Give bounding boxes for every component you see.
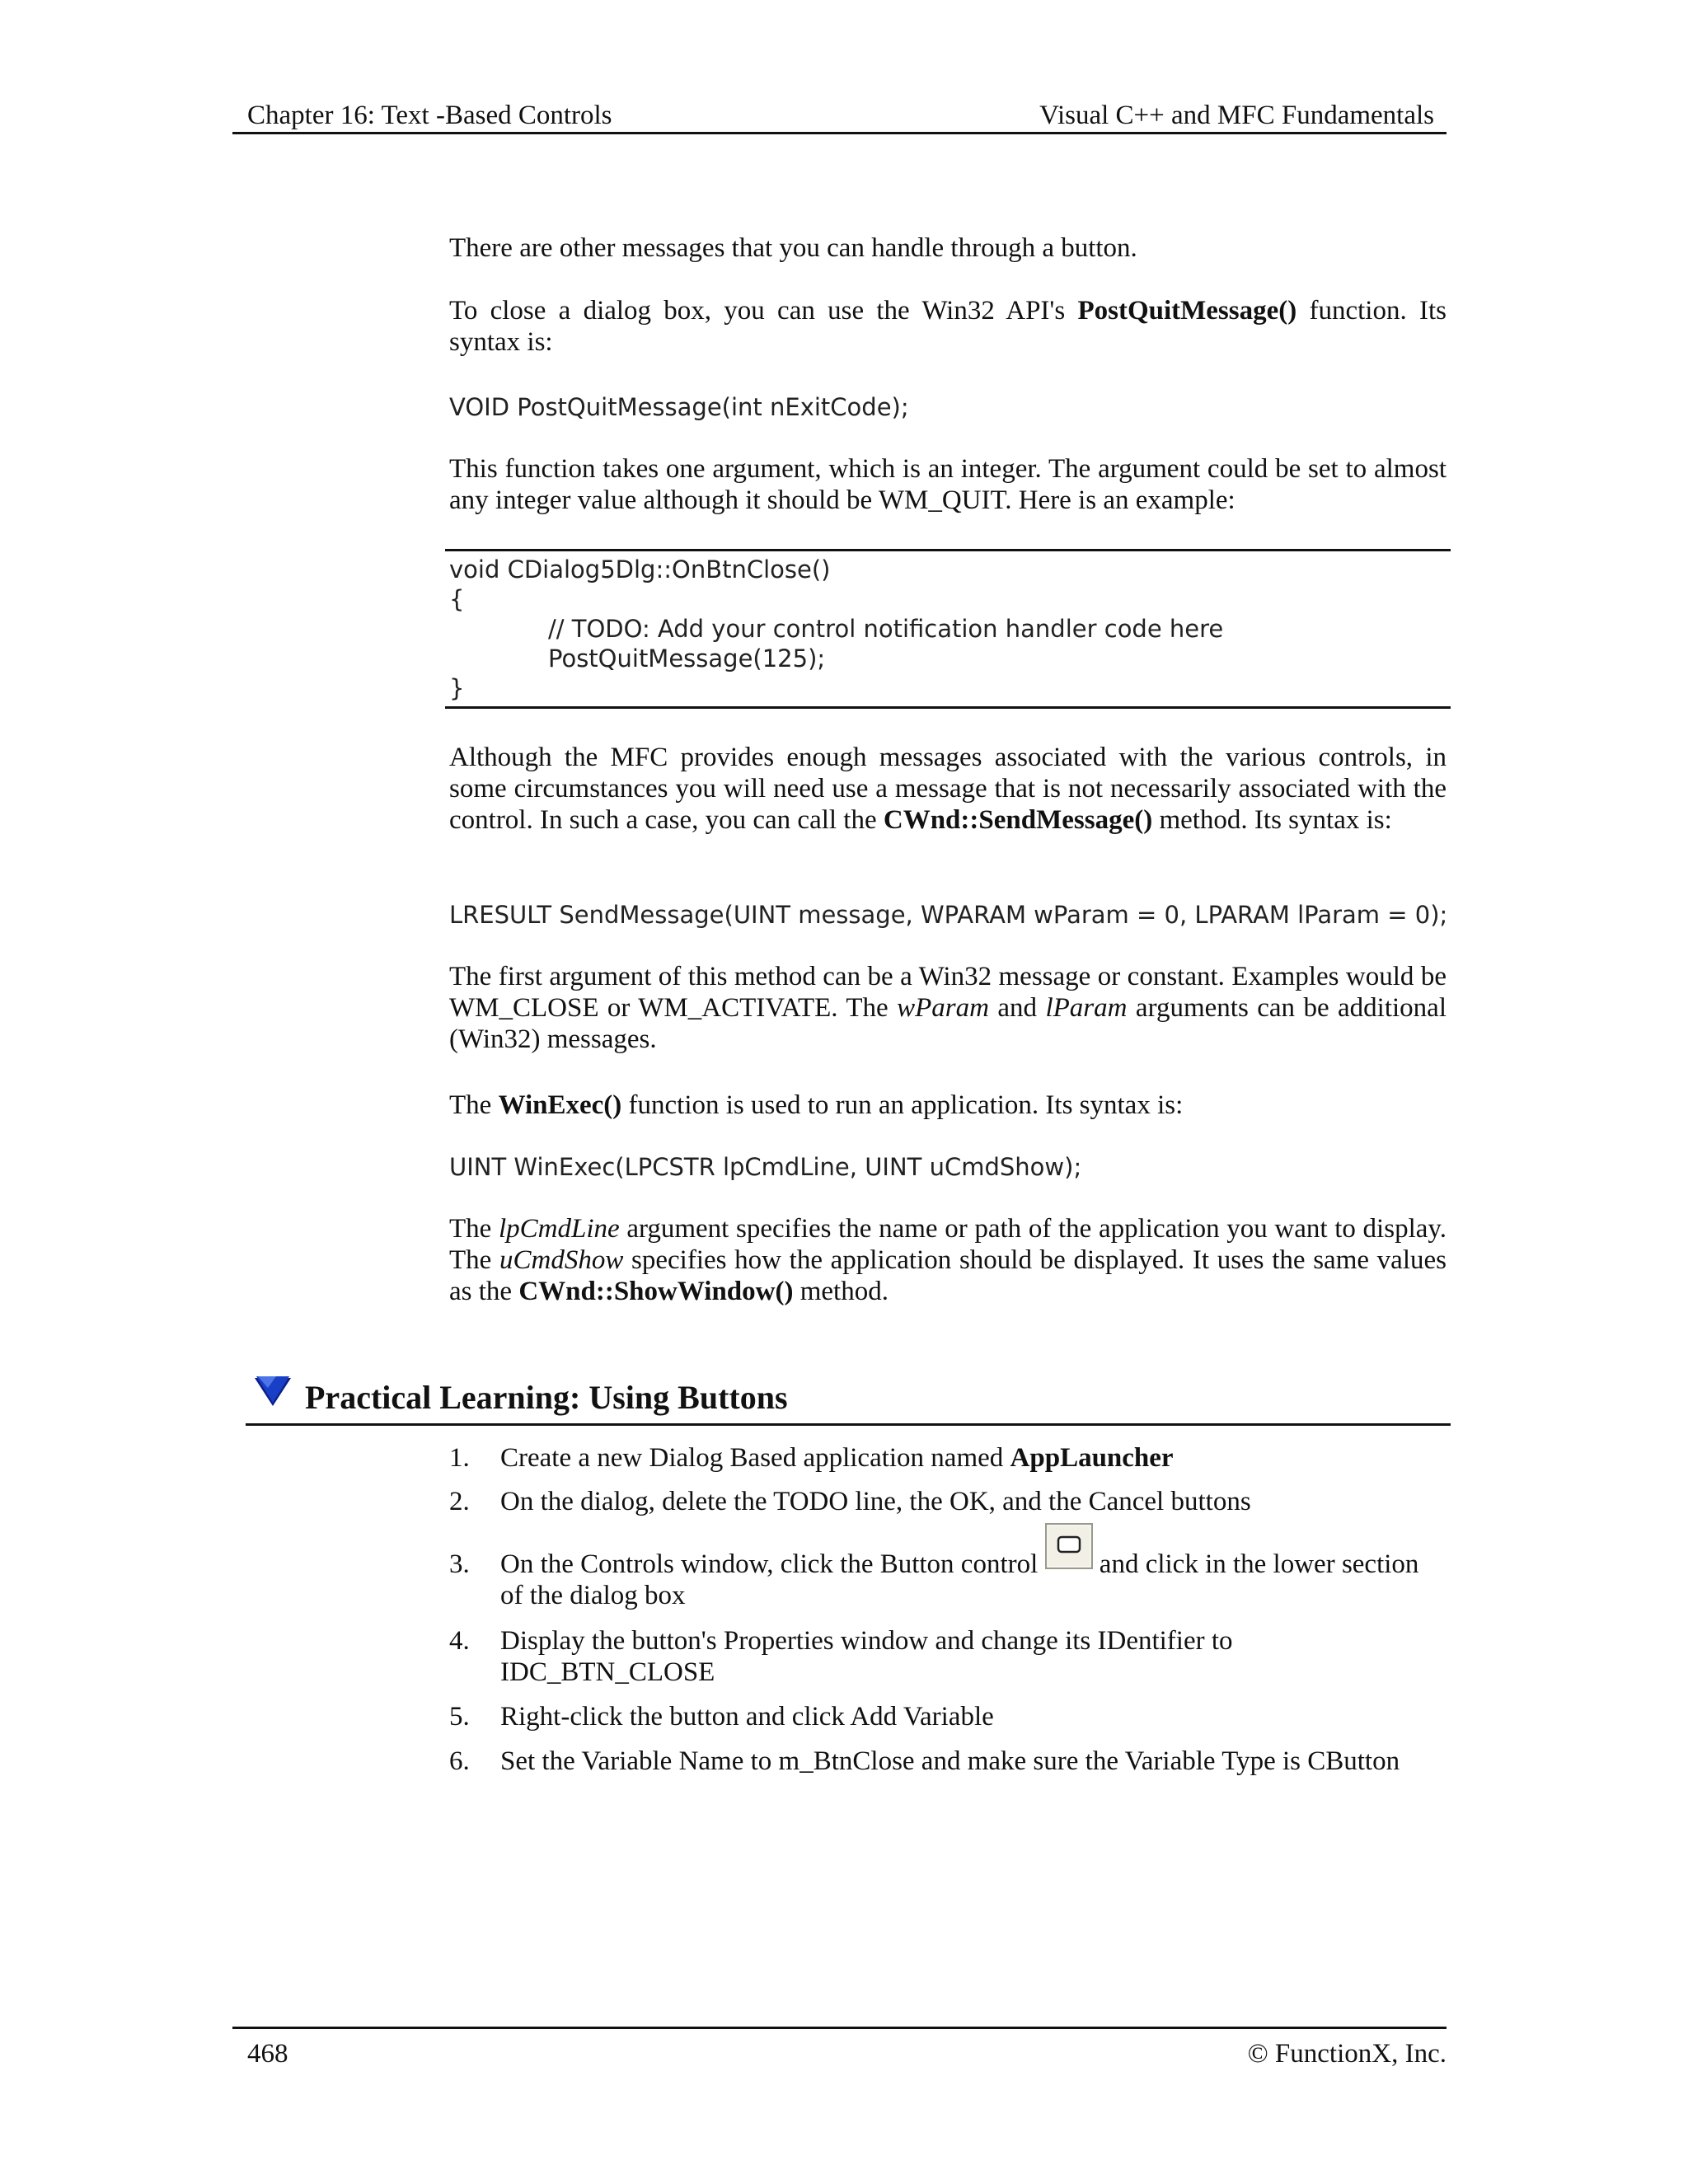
section-rule	[246, 1423, 1451, 1426]
paragraph-postquit: To close a dialog box, you can use the Win32 API's PostQuitMessage() function. Its syntax is:	[449, 296, 1447, 357]
code-sendmessage-syntax: LRESULT SendMessage(UINT message, WPARAM wParam = 0, LPARAM lParam = 0);	[449, 901, 1448, 929]
page-number: 468	[247, 2039, 288, 2069]
step-text: Set the Variable Name to m_BtnClose and make sure the Variable Type is CButton	[500, 1746, 1400, 1776]
step-number: 3.	[449, 1549, 470, 1579]
footer-rule	[232, 2027, 1447, 2029]
footer-copyright: © FunctionX, Inc.	[1247, 2039, 1447, 2069]
paragraph-sendmessage: Although the MFC provides enough messages associated with the various controls, in some circumstances you will need use a message that is not necessarily associated with the control. In such a case, you can call the CWnd::SendMessage() method. Its syntax is:	[449, 743, 1447, 835]
paragraph-lpcmdline: The lpCmdLine argument specifies the name or path of the application you want to display. The uCmdShow specifies how the application should be displayed. It uses the same values as the CWnd::ShowWindow() method.	[449, 1214, 1447, 1306]
button-control-icon	[1045, 1523, 1093, 1569]
step-text: Right-click the button and click Add Variable	[500, 1702, 994, 1732]
blue-triangle-icon	[251, 1370, 294, 1409]
step-number: 6.	[449, 1746, 470, 1776]
section-title: Practical Learning: Using Buttons	[305, 1379, 788, 1416]
step-number: 1.	[449, 1443, 470, 1473]
code-example-box	[445, 549, 1451, 709]
header-rule	[232, 132, 1447, 134]
step-number: 5.	[449, 1702, 470, 1732]
paragraph-argument: This function takes one argument, which is an integer. The argument could be set to almost any integer value although it should be WM_QUIT. Here is an example:	[449, 454, 1447, 515]
paragraph-winexec: The WinExec() function is used to run an application. Its syntax is:	[449, 1090, 1184, 1120]
step-number: 4.	[449, 1626, 470, 1656]
step-text: On the Controls window, click the Button control and click in the lower section of the dialog box	[500, 1549, 1448, 1611]
paragraph-intro: There are other messages that you can handle through a button.	[449, 233, 1137, 263]
step-text: Create a new Dialog Based application named AppLauncher	[500, 1443, 1174, 1473]
code-line: }	[449, 674, 465, 702]
code-line: PostQuitMessage(125);	[548, 644, 826, 673]
code-line: {	[449, 585, 465, 613]
step-number: 2.	[449, 1487, 470, 1516]
code-postquit-syntax: VOID PostQuitMessage(int nExitCode);	[449, 393, 909, 421]
step-text: On the dialog, delete the TODO line, the OK, and the Cancel buttons	[500, 1487, 1251, 1516]
header-chapter: Chapter 16: Text -Based Controls	[247, 101, 612, 130]
code-line: // TODO: Add your control notification handler code here	[548, 615, 1224, 643]
code-line: void CDialog5Dlg::OnBtnClose()	[449, 555, 831, 583]
step-text: Display the button's Properties window and change its IDentifier to IDC_BTN_CLOSE	[500, 1626, 1233, 1687]
header-book-title: Visual C++ and MFC Fundamentals	[1039, 101, 1434, 130]
code-winexec-syntax: UINT WinExec(LPCSTR lpCmdLine, UINT uCmdShow);	[449, 1153, 1082, 1181]
paragraph-first-argument: The first argument of this method can be a Win32 message or constant. Examples would be WM_CLOSE or WM_ACTIVATE. The wParam and lParam arguments can be additional (Win32) messages.	[449, 962, 1447, 1054]
